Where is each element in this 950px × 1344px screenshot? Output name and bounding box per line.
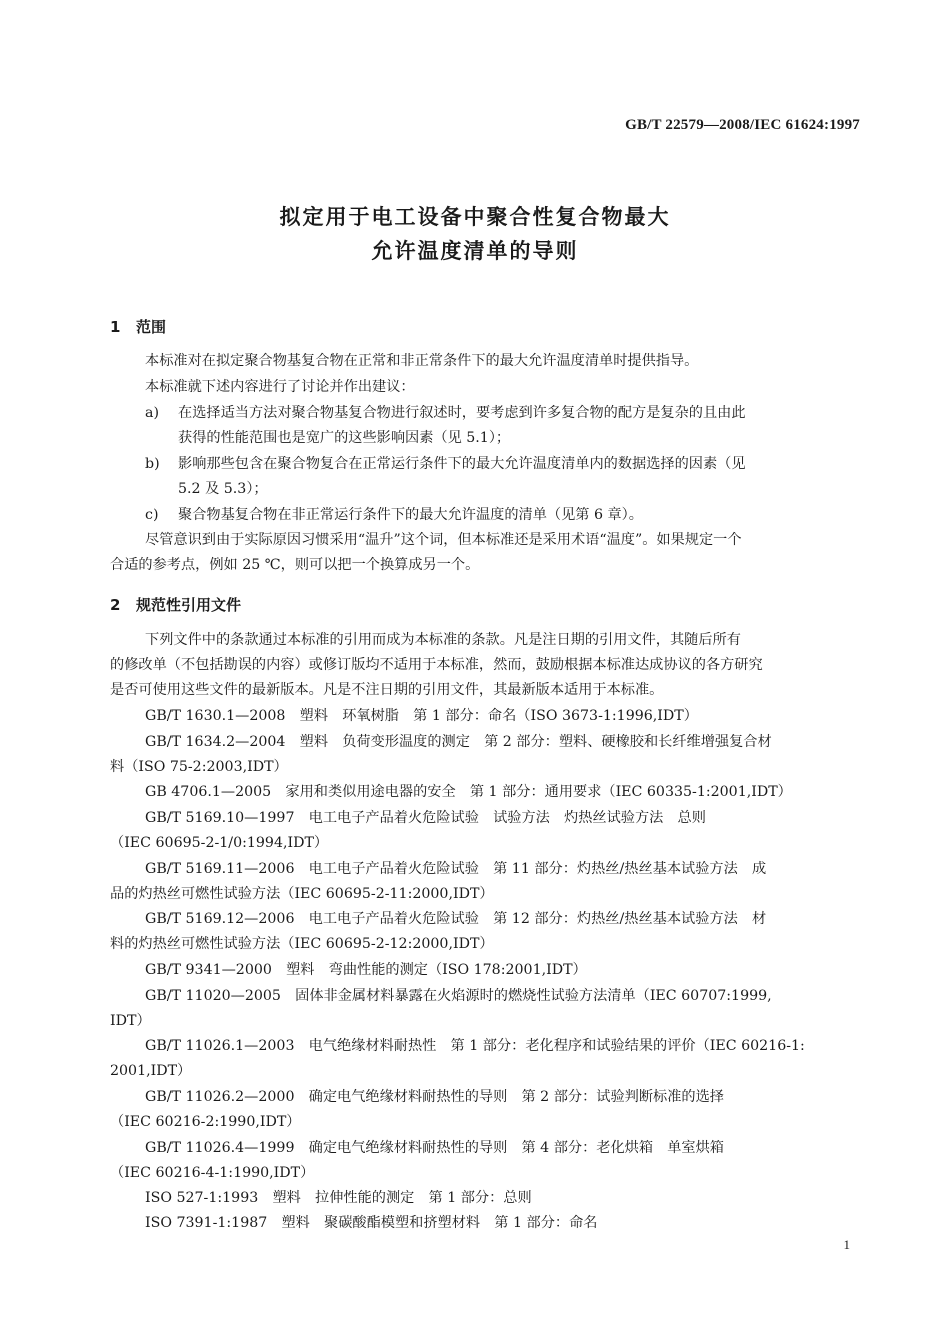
reference-entry: GB/T 9341—2000 塑料 弯曲性能的测定（ISO 178:2001,IDT） — [145, 962, 587, 978]
reference-entry: GB/T 11026.2—2000 确定电气绝缘材料耐热性的导则 第 2 部分：试验判断标准的选择 — [145, 1089, 724, 1105]
reference-entry: GB/T 5169.10—1997 电工电子产品着火危险试验 试验方法 灼热丝试验方法 总则 — [145, 810, 706, 826]
list-item — [145, 403, 746, 423]
list-item-continuation: 5.2 及 5.3）； — [178, 481, 268, 497]
reference-entry-continuation: 2001,IDT） — [110, 1063, 192, 1079]
reference-entry: GB/T 1630.1—2008 塑料 环氧树脂 第 1 部分：命名（ISO 3673-1:1996,IDT） — [145, 708, 698, 724]
title-line-1: 拟定用于电工设备中聚合性复合物最大 — [279, 205, 671, 229]
section-title: 范围 — [136, 318, 167, 336]
reference-entry: ISO 7391-1:1987 塑料 聚碳酸酯模塑和挤塑材料 第 1 部分：命名 — [145, 1215, 598, 1231]
list-item-continuation: 获得的性能范围也是宽广的这些影响因素（见 5.1）； — [178, 430, 511, 446]
section-1-heading — [110, 316, 166, 337]
reference-entry-continuation: （IEC 60216-2:1990,IDT） — [110, 1114, 301, 1130]
standard-number: GB/T 22579—2008/IEC 61624:1997 — [625, 117, 860, 133]
reference-entry-continuation: 料的灼热丝可燃性试验方法（IEC 60695-2-12:2000,IDT） — [110, 936, 494, 952]
section-title: 规范性引用文件 — [136, 596, 242, 614]
list-marker: a) — [145, 405, 159, 421]
section-number: 2 — [110, 596, 121, 614]
title-line-2: 允许温度清单的导则 — [371, 239, 579, 263]
reference-entry: GB/T 5169.11—2006 电工电子产品着火危险试验 第 11 部分：灼热丝/热丝基本试验方法 成 — [145, 861, 767, 877]
paragraph-line: 尽管意识到由于实际原因习惯采用“温升”这个词，但本标准还是采用术语“温度”。如果规定一个 — [145, 532, 742, 548]
reference-entry: GB/T 1634.2—2004 塑料 负荷变形温度的测定 第 2 部分：塑料、硬橡胶和长纤维增强复合材 — [145, 734, 772, 750]
list-item — [145, 505, 643, 525]
list-marker: b) — [145, 456, 160, 472]
reference-entry-continuation: 料（ISO 75-2:2003,IDT） — [110, 759, 288, 775]
reference-entry-continuation: IDT） — [110, 1013, 151, 1029]
reference-entry: ISO 527-1:1993 塑料 拉伸性能的测定 第 1 部分：总则 — [145, 1190, 532, 1206]
section-number: 1 — [110, 318, 121, 336]
document-title — [0, 200, 950, 268]
paragraph-line: 本标准就下述内容进行了讨论并作出建议： — [145, 379, 415, 395]
reference-entry: GB 4706.1—2005 家用和类似用途电器的安全 第 1 部分：通用要求（IEC 60335-1:2001,IDT） — [145, 784, 792, 800]
reference-entry: GB/T 11026.1—2003 电气绝缘材料耐热性 第 1 部分：老化程序和试验结果的评价（IEC 60216-1: — [145, 1038, 805, 1054]
reference-entry-continuation: （IEC 60216-4-1:1990,IDT） — [110, 1165, 315, 1181]
paragraph-line: 本标准对在拟定聚合物基复合物在正常和非正常条件下的最大允许温度清单时提供指导。 — [145, 353, 699, 369]
list-item — [145, 454, 746, 474]
list-item-text: 影响那些包含在聚合物复合在正常运行条件下的最大允许温度清单内的数据选择的因素（见 — [178, 456, 746, 472]
paragraph-line: 是否可使用这些文件的最新版本。凡是不注日期的引用文件，其最新版本适用于本标准。 — [110, 682, 664, 698]
section-2-heading — [110, 594, 241, 615]
reference-entry-continuation: （IEC 60695-2-1/0:1994,IDT） — [110, 835, 329, 851]
reference-entry: GB/T 5169.12—2006 电工电子产品着火危险试验 第 12 部分：灼热丝/热丝基本试验方法 材 — [145, 911, 767, 927]
list-item-text: 在选择适当方法对聚合物基复合物进行叙述时，要考虑到许多复合物的配方是复杂的且由此 — [178, 405, 746, 421]
list-item-text: 聚合物基复合物在非正常运行条件下的最大允许温度的清单（见第 6 章）。 — [178, 507, 643, 523]
reference-entry: GB/T 11026.4—1999 确定电气绝缘材料耐热性的导则 第 4 部分：老化烘箱 单室烘箱 — [145, 1140, 724, 1156]
paragraph-line: 的修改单（不包括勘误的内容）或修订版均不适用于本标准，然而，鼓励根据本标准达成协议的各方研究 — [110, 657, 763, 673]
paragraph-line: 下列文件中的条款通过本标准的引用而成为本标准的条款。凡是注日期的引用文件，其随后所有 — [145, 632, 741, 648]
paragraph-line: 合适的参考点，例如 25 ℃，则可以把一个换算成另一个。 — [110, 557, 480, 573]
reference-entry-continuation: 品的灼热丝可燃性试验方法（IEC 60695-2-11:2000,IDT） — [110, 886, 494, 902]
page-number: 1 — [843, 1237, 850, 1252]
reference-entry: GB/T 11020—2005 固体非金属材料暴露在火焰源时的燃烧性试验方法清单（IEC 60707:1999, — [145, 988, 772, 1004]
list-marker: c) — [145, 507, 159, 523]
